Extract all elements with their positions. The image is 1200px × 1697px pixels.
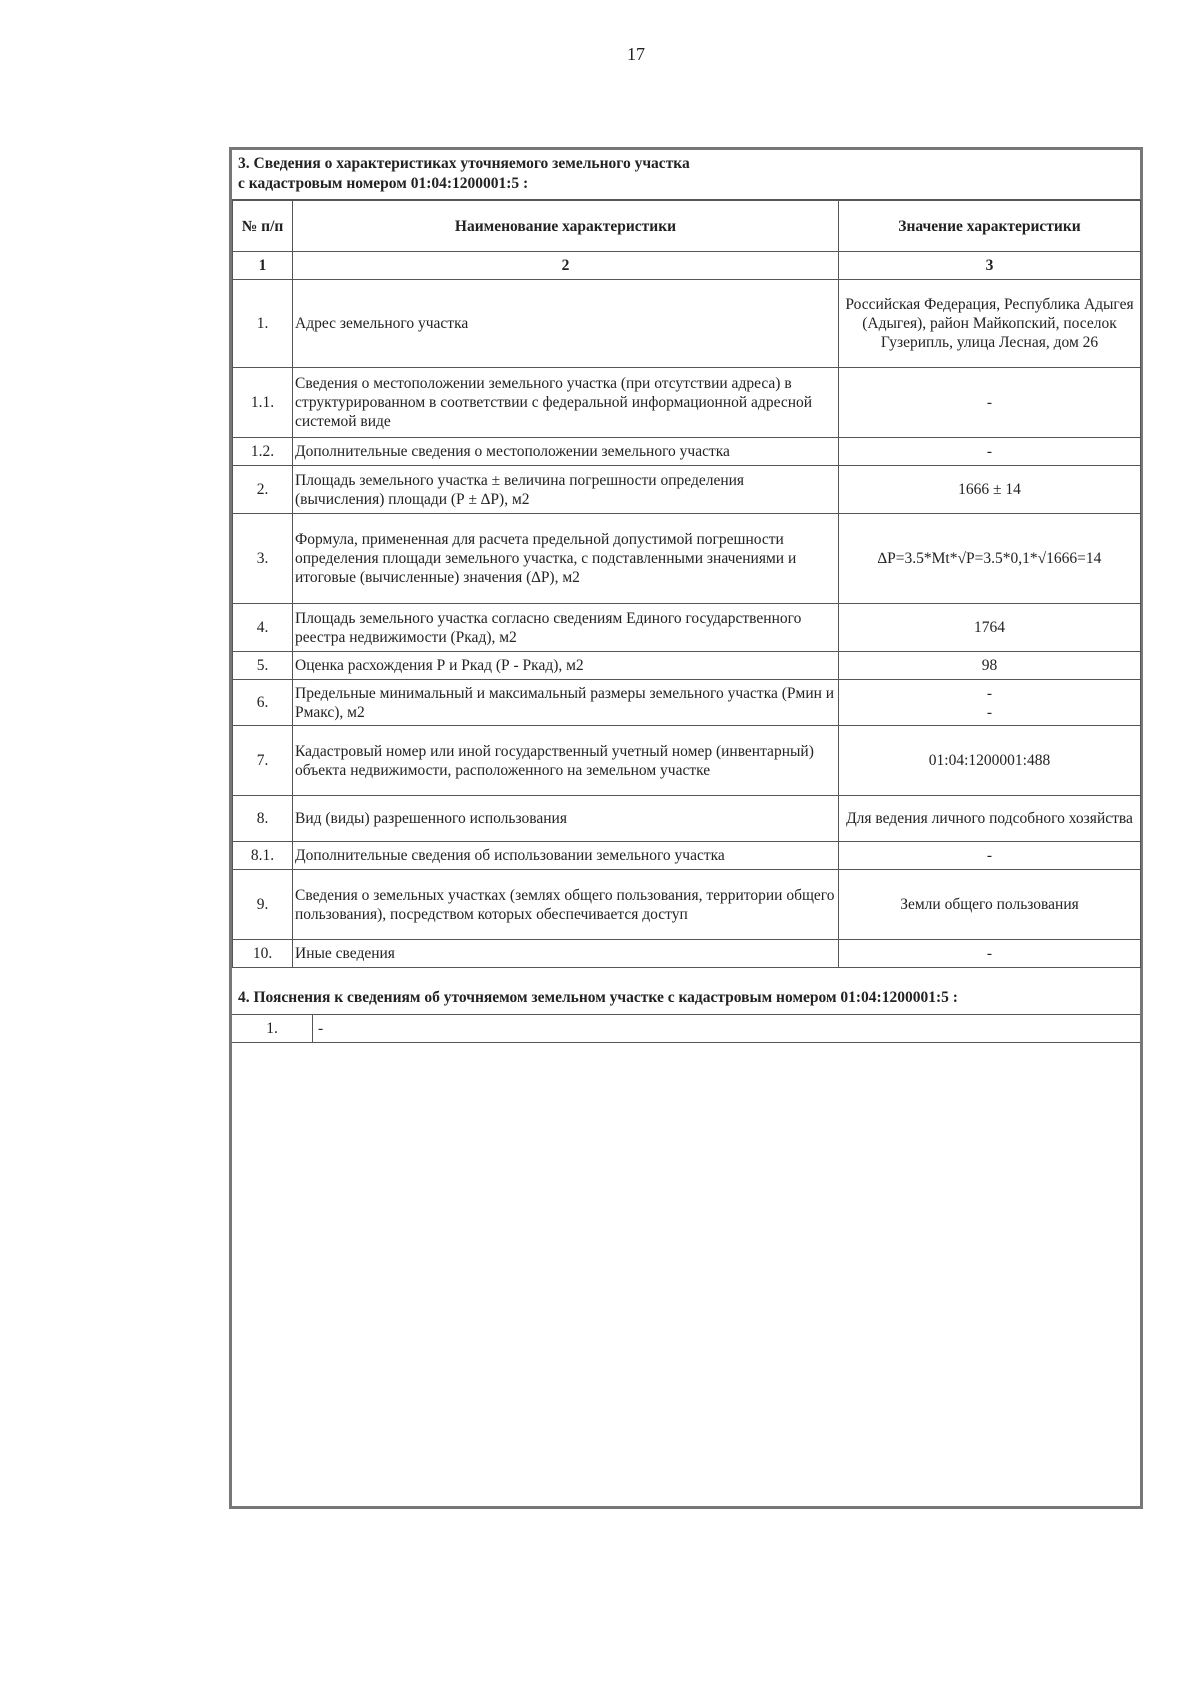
characteristics-table [232, 200, 1141, 968]
row-value: ∆Р=3.5*Mt*√Р=3.5*0,1*√1666=14 [839, 514, 1141, 604]
row-name: Сведения о местоположении земельного участка (при отсутствии адреса) в структурированном в соответствии с федеральной информационной адресной системой виде [293, 368, 839, 438]
row-num: 1.2. [233, 438, 293, 466]
row-name: Площадь земельного участка согласно сведениям Единого государственного реестра недвижимости (Ркад), м2 [293, 604, 839, 652]
col-number: 1 [233, 252, 293, 280]
row-num: 1. [233, 280, 293, 368]
row-num: 2. [233, 466, 293, 514]
table-row [233, 652, 1141, 680]
table-row [233, 280, 1141, 368]
table-row [233, 604, 1141, 652]
row-value: - [839, 368, 1141, 438]
row-value: Земли общего пользования [839, 870, 1141, 940]
table-row [233, 466, 1141, 514]
row-name: Адрес земельного участка [293, 280, 839, 368]
row-num: 9. [233, 870, 293, 940]
row-name: Дополнительные сведения о местоположении земельного участка [293, 438, 839, 466]
row-name: Оценка расхождения Р и Ркад (Р - Ркад), м2 [293, 652, 839, 680]
row-num: 10. [233, 940, 293, 968]
table-header-row [233, 201, 1141, 252]
row-value: Для ведения личного подсобного хозяйства [839, 796, 1141, 842]
document-frame [229, 147, 1143, 1509]
row-value-min: - [986, 684, 993, 702]
row-value: - [839, 940, 1141, 968]
table-row [233, 842, 1141, 870]
row-num: 8. [233, 796, 293, 842]
section-4-title: 4. Пояснения к сведениям об уточняемом земельном участке с кадастровым номером 01:04:1200001:5 : [232, 983, 1140, 1015]
col-number: 2 [293, 252, 839, 280]
row-value: Российская Федерация, Республика Адыгея (Адыгея), район Майкопский, поселок Гузерипль, улица Лесная, дом 26 [839, 280, 1141, 368]
row-name: Дополнительные сведения об использовании земельного участка [293, 842, 839, 870]
notes-row-text: - [318, 1020, 324, 1037]
section-3-title [232, 150, 1140, 200]
row-value: 1764 [839, 604, 1141, 652]
row-value: 1666 ± 14 [839, 466, 1141, 514]
notes-row [232, 1015, 1140, 1043]
row-name: Иные сведения [293, 940, 839, 968]
header-value: Значение характеристики [839, 201, 1141, 252]
row-num: 7. [233, 726, 293, 796]
row-num: 4. [233, 604, 293, 652]
row-value: 98 [839, 652, 1141, 680]
row-num: 6. [233, 680, 293, 726]
row-value: - [839, 438, 1141, 466]
row-value [839, 680, 1141, 726]
row-name: Предельные минимальный и максимальный размеры земельного участка (Рмин и Рмакс), м2 [293, 680, 839, 726]
row-num: 3. [233, 514, 293, 604]
section-3-title-line-1: 3. Сведения о характеристиках уточняемого земельного участка [238, 155, 690, 172]
header-name: Наименование характеристики [293, 201, 839, 252]
page-number: 17 [627, 44, 645, 64]
section-3-title-line-2: с кадастровым номером 01:04:1200001:5 : [238, 175, 529, 192]
row-value-max: - [986, 703, 993, 721]
col-number: 3 [839, 252, 1141, 280]
row-name: Вид (виды) разрешенного использования [293, 796, 839, 842]
table-row [233, 870, 1141, 940]
table-row [233, 368, 1141, 438]
row-name: Кадастровый номер или иной государственный учетный номер (инвентарный) объекта недвижимости, расположенного на земельном участке [293, 726, 839, 796]
row-num: 5. [233, 652, 293, 680]
column-numbers-row [233, 252, 1141, 280]
table-row [233, 940, 1141, 968]
table-row [233, 726, 1141, 796]
row-num: 8.1. [233, 842, 293, 870]
row-name: Сведения о земельных участках (землях общего пользования, территории общего пользования), посредством которых обеспечивается доступ [293, 870, 839, 940]
table-row [233, 438, 1141, 466]
row-value: - [839, 842, 1141, 870]
row-name: Формула, примененная для расчета предельной допустимой погрешности определения площади земельного участка, с подставленными значениями и итоговые (вычисленные) значения (∆Р), м2 [293, 514, 839, 604]
notes-row-num: 1. [232, 1015, 313, 1042]
row-num: 1.1. [233, 368, 293, 438]
row-value: 01:04:1200001:488 [839, 726, 1141, 796]
row-name: Площадь земельного участка ± величина погрешности определения (вычисления) площади (Р ± ∆Р), м2 [293, 466, 839, 514]
table-row [233, 796, 1141, 842]
table-row [233, 680, 1141, 726]
header-num: № п/п [233, 201, 293, 252]
table-row [233, 514, 1141, 604]
